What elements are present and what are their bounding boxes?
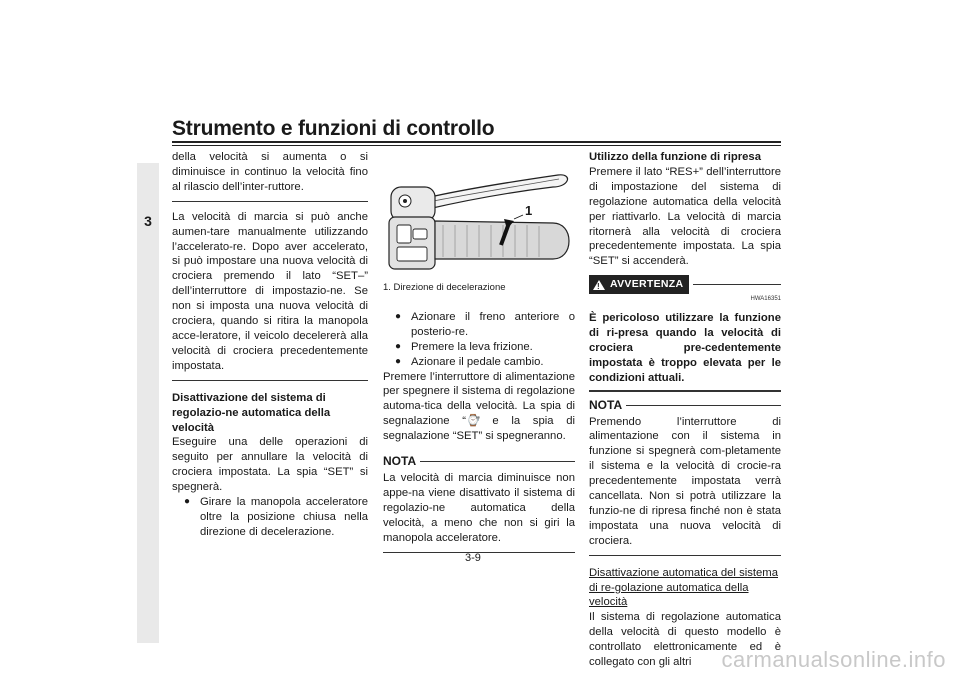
warning-text: È pericoloso utilizzare la funzione di ri-presa quando la velocità di crociera pre-cedentemente impostata è troppo elevata per le condizioni attuali.: [589, 312, 781, 384]
list-item-text: Premere la leva frizione.: [411, 340, 533, 353]
page-number: 3-9: [465, 552, 481, 564]
title-rule-thin: [172, 145, 781, 146]
nota-header: [383, 454, 575, 469]
title-rule: [172, 141, 781, 143]
section-heading: Utilizzo della funzione di ripresa: [589, 151, 761, 163]
bullet-icon: ●: [395, 310, 402, 322]
nota-rule-bottom: [589, 555, 781, 556]
list-item-text: Azionare il pedale cambio.: [411, 355, 544, 368]
nota-text: Premendo l’interruttore di alimentazione con il sistema in funzione si spegnerà com-pletamente il sistema e la velocità di crocie-ra precedentemente impostata verrà cancellata. Non si potrà utilizzare la funzio-ne di ripresa finché non è stata impostata una nuova velocità di crociera.: [589, 415, 781, 547]
intro-text: della velocità si aumenta o si diminuisce in continuo la velocità fino al rilascio dell’inter-ruttore.: [172, 151, 368, 193]
note-text: La velocità di marcia si può anche aumen-tare manualmente utilizzando l’accelerato-re. Dopo aver accelerato, si può impostare una nuova velocità di crociera premendo il lato “SET–” dell’interruttore di impostazio-ne. Se non si imposta una nuova velocità di crociera, quando si ritira la manopola acce-leratore, il veicolo decelererà alla velocità di crociera precedentemente impostata.: [172, 210, 368, 372]
power-switch-text-a: Premere l’interruttore di alimentazione per spegnere il sistema di regolazione automa-tica della velocità. La spia di segnalazione “: [383, 370, 575, 428]
bullet-icon: ●: [395, 340, 402, 352]
throttle-grip-icon: [383, 163, 575, 275]
section-heading: Disattivazione del sistema di regolazio-ne automatica della velocità: [172, 391, 331, 434]
list-item: [383, 310, 575, 340]
warning-label: AVVERTENZA: [610, 278, 684, 291]
chapter-tab: [137, 163, 159, 643]
callout-number: 1: [525, 203, 533, 218]
column-3: [589, 150, 781, 670]
note-rule-top: [172, 201, 368, 202]
list-item-text: Girare la manopola acceleratore oltre la posizione chiusa nella direzione di decelerazione.: [200, 496, 368, 538]
power-switch-text-b: ” e la spia di segnalazione “SET” si spegneranno.: [383, 415, 575, 443]
column-2: [383, 281, 575, 553]
nota-label: NOTA: [383, 454, 417, 469]
nota-text: La velocità di marcia diminuisce non appe-na viene disattivato il sistema di regolazio-ne automatica della velocità, a meno che non si giri la manopola acceleratore.: [383, 471, 575, 544]
section-body: Eseguire una delle operazioni di seguito per annullare la velocità di crociera impostata. La spia “SET” si spegnerà.: [172, 436, 368, 494]
list-item-text: Azionare il freno anteriore o posterio-re.: [411, 310, 575, 338]
handlebar-illustration: [383, 163, 575, 275]
cruise-indicator-icon: ⌚: [466, 415, 481, 428]
warning-icon: !: [593, 280, 605, 290]
figure-caption: 1. Direzione di decelerazione: [383, 282, 506, 293]
bullet-icon: ●: [395, 355, 402, 367]
note-rule-bottom: [172, 380, 368, 381]
warning-code: HWA16351: [750, 296, 781, 303]
page-title: Strumento e funzioni di controllo: [172, 117, 495, 140]
sub-heading: Disattivazione automatica del sistema di re-golazione automatica della velocità: [589, 566, 778, 609]
list-item: [383, 340, 575, 355]
nota-header: [589, 398, 781, 413]
section-body: Premere il lato “RES+” dell’interruttore di impostazione del sistema di regolazione automatica della velocità per riattivarlo. La velocità di marcia ritornerà alla velocità di crociera precedentemente impostata. La spia “SET” si accenderà.: [589, 165, 781, 268]
nota-label: NOTA: [589, 397, 623, 412]
power-switch-text: [383, 370, 575, 445]
chapter-tab-number: 3: [144, 213, 152, 229]
warning-rule-bottom: [589, 390, 781, 392]
list-item: [383, 355, 575, 370]
bullet-icon: ●: [184, 496, 191, 508]
watermark: carmanualsonline.info: [721, 647, 946, 672]
section-body-2: Il sistema di regolazione automatica della velocità di questo modello è controllato elettronicamente ed è collegato con gli altri: [589, 611, 781, 669]
warning-badge: [589, 275, 689, 294]
list-item: [172, 495, 368, 540]
column-1: [172, 150, 368, 540]
